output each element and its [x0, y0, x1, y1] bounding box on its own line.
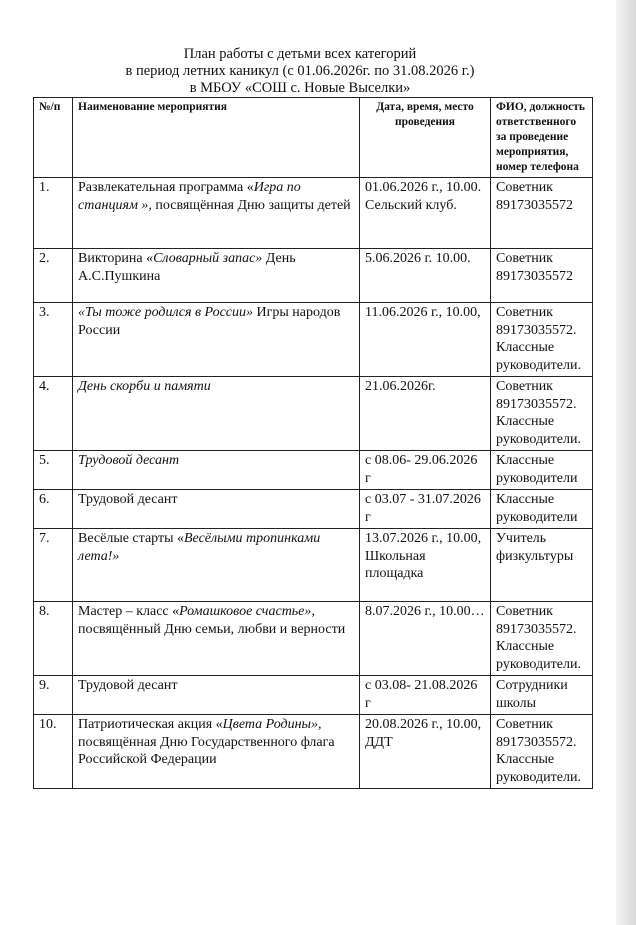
- event-responsible: Советник 89173035572: [491, 178, 593, 249]
- event-name-text: Мастер – класс «: [78, 604, 180, 619]
- event-date: 8.07.2026 г., 10.00…: [360, 602, 491, 676]
- event-date: 01.06.2026 г., 10.00. Сельский клуб.: [360, 178, 491, 249]
- event-name-text: Трудовой десант: [78, 678, 178, 693]
- row-number: 2.: [34, 249, 73, 303]
- event-responsible: Советник 89173035572. Классные руководители.: [491, 602, 593, 676]
- row-number: 10.: [34, 715, 73, 789]
- table-header-row: [34, 98, 593, 178]
- title-line-2: в период летних каникул (с 01.06.2026г. по 31.08.2026 г.): [125, 63, 475, 79]
- event-name-suffix: Игры народов России: [78, 305, 341, 338]
- event-date: с 03.08- 21.08.2026 г: [360, 676, 491, 715]
- event-responsible: Советник 89173035572: [491, 249, 593, 303]
- event-responsible: Сотрудники школы: [491, 676, 593, 715]
- table-row: [34, 303, 593, 377]
- event-name-suffix: посвящённый Дню семьи, любви и верности: [78, 621, 346, 637]
- event-name: [73, 303, 360, 377]
- event-name: [73, 490, 360, 529]
- row-number: 8.: [34, 602, 73, 676]
- event-name: [73, 377, 360, 451]
- event-name: [73, 602, 360, 676]
- event-name-text: Весёлые старты «: [78, 531, 184, 546]
- row-number: 9.: [34, 676, 73, 715]
- event-date: 20.08.2026 г., 10.00, ДДТ: [360, 715, 491, 789]
- event-date: с 08.06- 29.06.2026 г: [360, 451, 491, 490]
- event-name-italic: Словарный запас»: [153, 251, 263, 266]
- event-name: [73, 451, 360, 490]
- event-name-text: Патриотическая акция «: [78, 717, 223, 732]
- row-number: 1.: [34, 178, 73, 249]
- event-name-italic: Цвета Родины»,: [222, 717, 322, 732]
- table-row: [34, 676, 593, 715]
- event-name-suffix: День А.С.Пушкина: [78, 251, 296, 284]
- table-row: [34, 490, 593, 529]
- title-line-1: План работы с детьми всех категорий: [183, 46, 417, 62]
- event-name-suffix: , посвящённая Дню защиты детей: [148, 197, 351, 213]
- event-name-italic: Весёлыми тропинками лета!»: [78, 531, 321, 564]
- page-edge-shadow: [616, 0, 636, 925]
- table-row: [34, 715, 593, 789]
- table-row: [34, 249, 593, 303]
- row-number: 3.: [34, 303, 73, 377]
- event-name-italic: Ромашковое счастье»,: [179, 604, 315, 619]
- table-row: [34, 178, 593, 249]
- event-name: [73, 715, 360, 789]
- row-number: 4.: [34, 377, 73, 451]
- event-name-text: Трудовой десант: [78, 492, 178, 507]
- table-row: [34, 602, 593, 676]
- event-responsible: Учитель физкультуры: [491, 529, 593, 602]
- event-responsible: Советник 89173035572. Классные руководители.: [491, 715, 593, 789]
- event-name: [73, 529, 360, 602]
- row-number: 6.: [34, 490, 73, 529]
- event-responsible: Советник 89173035572. Классные руководители.: [491, 303, 593, 377]
- event-name-italic: Игра по станциям »: [78, 180, 301, 213]
- header-num: №/п: [34, 98, 73, 178]
- event-name-text: Викторина «: [78, 251, 154, 266]
- table-row: [34, 451, 593, 490]
- event-name-text: Развлекательная программа «: [78, 180, 254, 195]
- event-date: 13.07.2026 г., 10.00, Школьная площадка: [360, 529, 491, 602]
- event-responsible: Советник 89173035572. Классные руководители.: [491, 377, 593, 451]
- header-person: ФИО, должность ответственного за проведение мероприятия, номер телефона: [491, 98, 593, 178]
- header-name: Наименование мероприятия: [73, 98, 360, 178]
- document-title: [0, 46, 600, 97]
- table-row: [34, 529, 593, 602]
- title-line-3: в МБОУ «СОШ с. Новые Выселки»: [189, 80, 411, 96]
- event-name-suffix: посвящённая Дню Государственного флага Российской Федерации: [78, 734, 335, 767]
- event-date: 21.06.2026г.: [360, 377, 491, 451]
- row-number: 5.: [34, 451, 73, 490]
- row-number: 7.: [34, 529, 73, 602]
- event-name-italic: «Ты тоже родился в России»: [78, 305, 254, 320]
- event-name: [73, 249, 360, 303]
- event-date: 11.06.2026 г., 10.00,: [360, 303, 491, 377]
- event-responsible: Классные руководители: [491, 451, 593, 490]
- event-date: с 03.07 - 31.07.2026 г: [360, 490, 491, 529]
- event-responsible: Классные руководители: [491, 490, 593, 529]
- events-table: [33, 97, 593, 789]
- event-name-italic: Трудовой десант: [78, 453, 180, 468]
- event-date: 5.06.2026 г. 10.00.: [360, 249, 491, 303]
- event-name: [73, 676, 360, 715]
- header-date: Дата, время, место проведения: [360, 98, 491, 178]
- table-row: [34, 377, 593, 451]
- event-name-italic: День скорби и памяти: [78, 379, 211, 394]
- event-name: [73, 178, 360, 249]
